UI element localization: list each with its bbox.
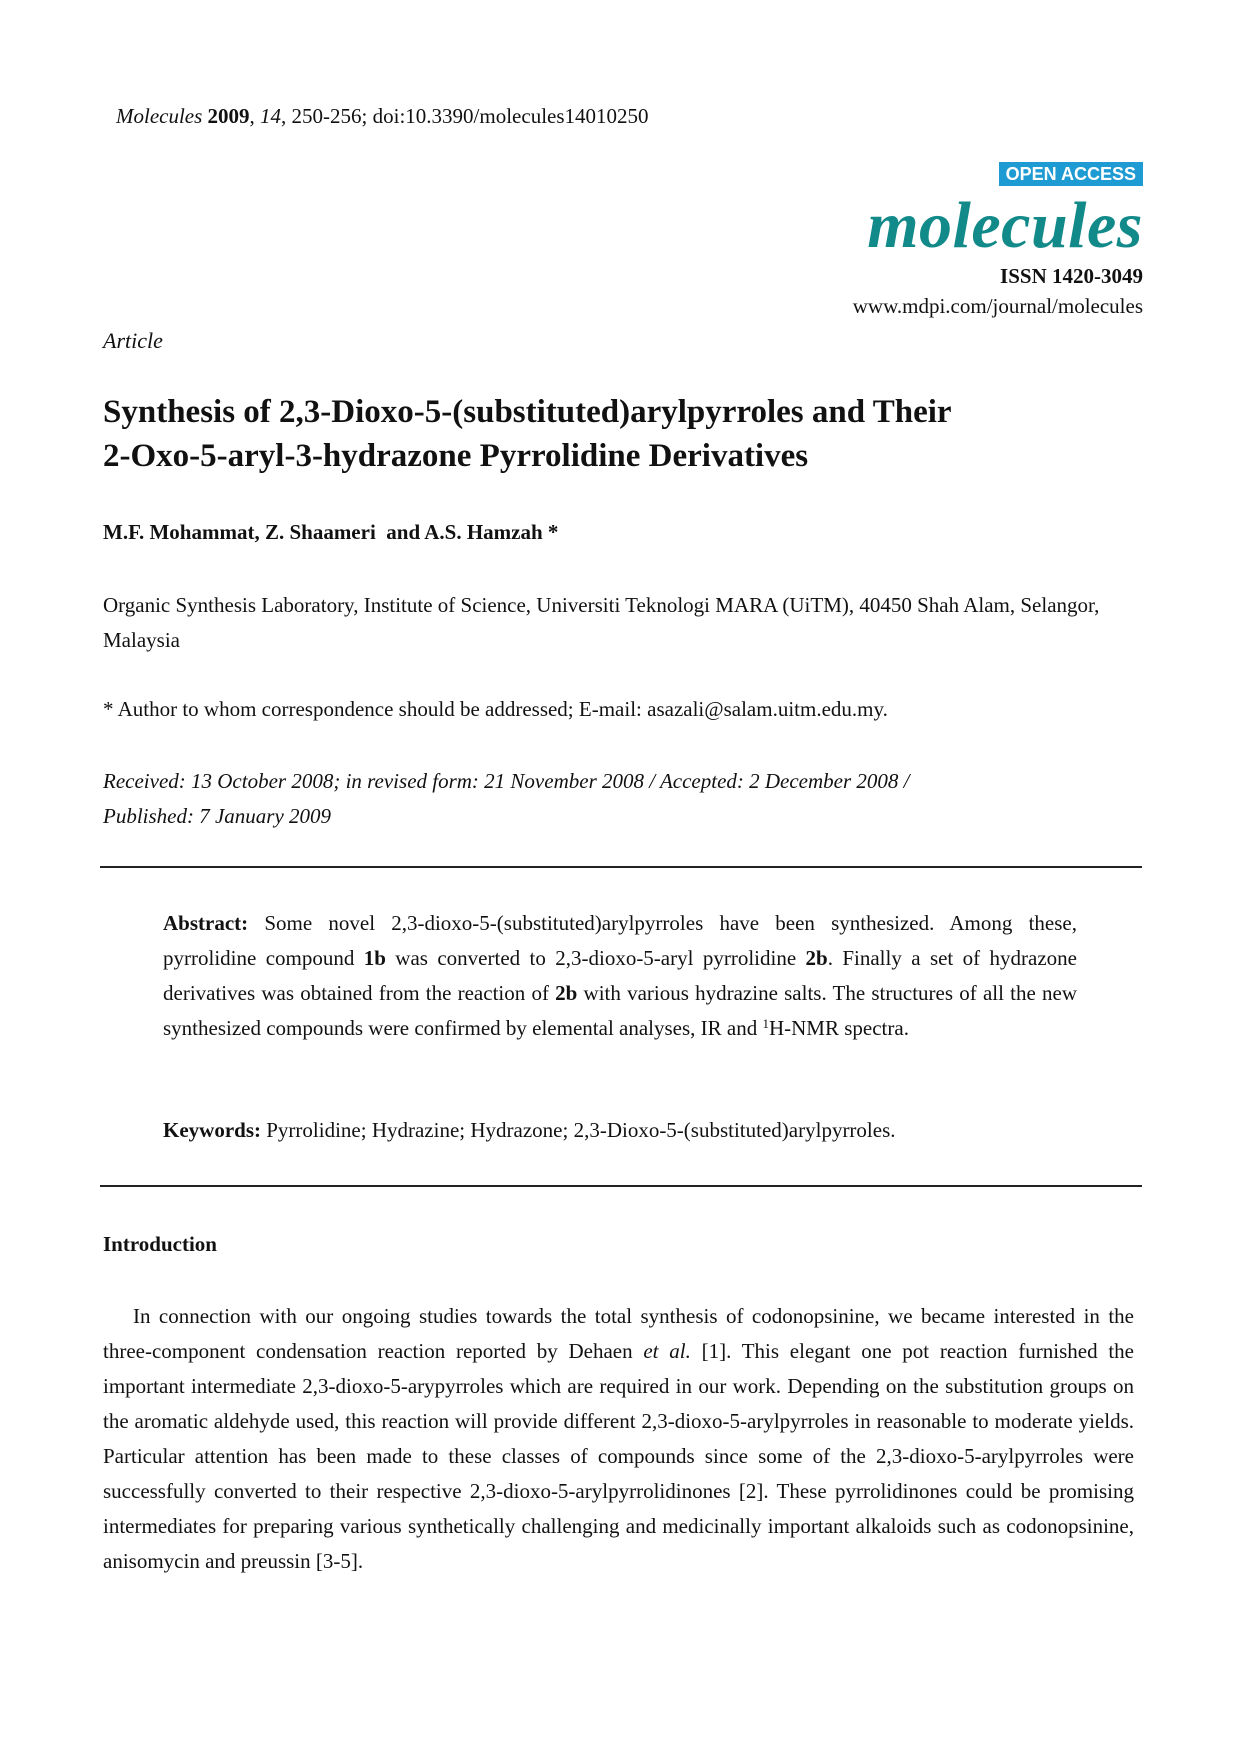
paper-title xyxy=(103,390,1143,478)
authors: M.F. Mohammat, Z. Shaameri and A.S. Hamzah * xyxy=(103,520,559,544)
divider-top xyxy=(100,866,1142,868)
citation-volume: 14 xyxy=(260,104,282,128)
title-line-1: Synthesis of 2,3-Dioxo-5-(substituted)arylpyrroles and Their xyxy=(103,394,952,430)
keywords-label: Keywords: xyxy=(163,1118,261,1142)
compound-1b: 1b xyxy=(363,946,386,970)
citation-pages-doi: , 250-256; doi:10.3390/molecules14010250 xyxy=(281,104,649,128)
compound-2b: 2b xyxy=(805,946,828,970)
journal-short-name: Molecules xyxy=(116,104,203,128)
divider-bottom xyxy=(100,1185,1142,1187)
abstract-text-4: with various hydrazine salts. The structures of all the new synthesized compounds were confirmed by elemental analyses, IR and xyxy=(163,981,1077,1040)
introduction-paragraph xyxy=(103,1299,1134,1579)
abstract-text-2: was converted to 2,3-dioxo-5-aryl pyrrolidine xyxy=(385,946,806,970)
citation-line: Molecules 2009, 14, 250-256; doi:10.3390/molecules14010250 xyxy=(116,104,649,128)
abstract xyxy=(163,906,1077,1046)
keywords-text: Pyrrolidine; Hydrazine; Hydrazone; 2,3-Dioxo-5-(substituted)arylpyrroles. xyxy=(261,1118,896,1142)
abstract-text-3: . Finally a set of hydrazone derivatives was obtained from the reaction of xyxy=(163,946,1077,1005)
abstract-text-1: Some novel 2,3-dioxo-5-(substituted)arylpyrroles have been synthesized. Among these, pyrrolidine compound xyxy=(163,911,1077,970)
correspondence-note: * Author to whom correspondence should be addressed; E-mail: asazali@salam.uitm.edu.my. xyxy=(103,697,888,721)
article-type: Article xyxy=(103,328,163,353)
dates-line-1: Received: 13 October 2008; in revised form: 21 November 2008 / Accepted: 2 December 2008 / xyxy=(103,769,910,793)
superscript-1: 1 xyxy=(762,1016,769,1031)
journal-url[interactable]: www.mdpi.com/journal/molecules xyxy=(852,294,1143,318)
intro-text-2: [1]. This elegant one pot reaction furnished the important intermediate 2,3-dioxo-5-arypyrroles which are required in our work. Depending on the substitution groups on the aromatic aldehyde used, this reaction will provide different 2,3-dioxo-5-arylpyrroles in reasonable to moderate yields. Particular attention has been made to these classes of compounds since some of the 2,3-dioxo-5-arylpyrroles were successfully converted to their respective 2,3-dioxo-5-arylpyrrolidinones [2]. These pyrrolidinones could be promising intermediates for preparing various synthetically challenging and medicinally important alkaloids such as codonopsinine, anisomycin and preussin [3-5]. xyxy=(103,1339,1134,1573)
abstract-label: Abstract: xyxy=(163,911,249,935)
publication-dates xyxy=(103,764,1143,834)
section-heading-introduction: Introduction xyxy=(103,1232,217,1256)
intro-text-1: In connection with our ongoing studies towards the total synthesis of codonopsinine, we became interested in the three-component condensation reaction reported by Dehaen xyxy=(103,1304,1134,1363)
citation-year: 2009 xyxy=(207,104,250,128)
et-al: et al. xyxy=(643,1339,691,1363)
journal-logo: molecules xyxy=(867,189,1143,262)
open-access-badge: OPEN ACCESS xyxy=(999,162,1143,186)
title-line-2: 2-Oxo-5-aryl-3-hydrazone Pyrrolidine Derivatives xyxy=(103,438,809,474)
dates-line-2: Published: 7 January 2009 xyxy=(103,804,332,828)
abstract-text-5: H-NMR spectra. xyxy=(768,1016,909,1040)
affiliation: Organic Synthesis Laboratory, Institute of Science, Universiti Teknologi MARA (UiTM), 40450 Shah Alam, Selangor, Malaysia xyxy=(103,593,1100,652)
keywords xyxy=(163,1118,1077,1143)
compound-2b-second: 2b xyxy=(555,981,578,1005)
issn: ISSN 1420-3049 xyxy=(1000,264,1143,288)
